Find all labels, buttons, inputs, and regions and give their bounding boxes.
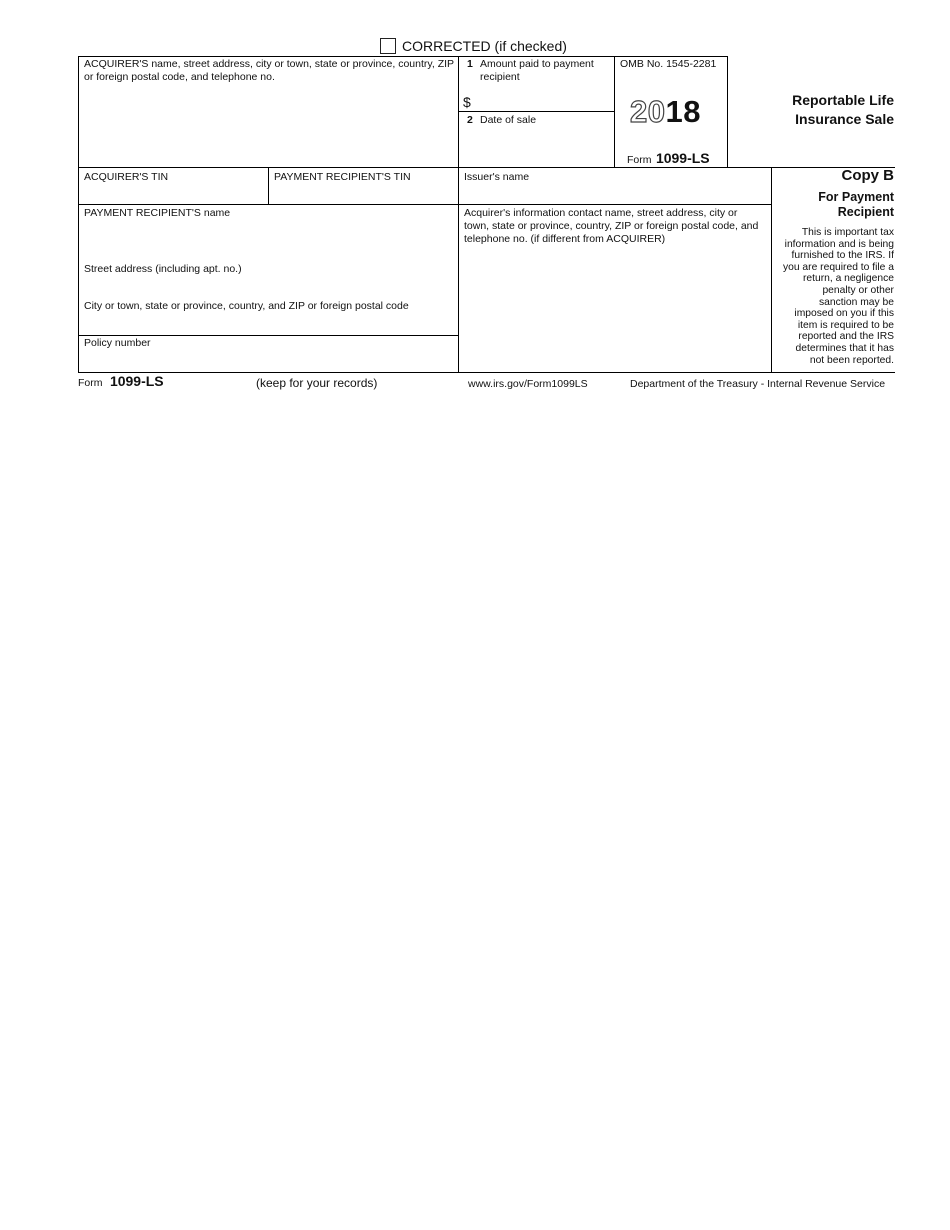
dollar-sign: $ <box>463 94 471 110</box>
recipient-tin-field[interactable] <box>272 185 454 202</box>
grid-line <box>614 56 615 167</box>
notice-line: reported and the IRS <box>798 331 894 343</box>
grid-line <box>78 56 79 372</box>
street-address-label: Street address (including apt. no.) <box>84 263 242 275</box>
notice-line: item is required to be <box>797 319 894 331</box>
irs-url: www.irs.gov/Form1099LS <box>468 378 588 390</box>
corrected-label: CORRECTED (if checked) <box>402 38 567 54</box>
date-of-sale-field[interactable] <box>462 132 610 162</box>
amount-paid-field[interactable] <box>474 92 610 110</box>
policy-number-field[interactable] <box>82 351 454 369</box>
policy-number-label: Policy number <box>84 337 151 349</box>
city-field[interactable] <box>82 315 454 333</box>
notice-line: information and is being <box>784 238 894 250</box>
footer-form-id <box>78 373 164 391</box>
tax-year-bold: 18 <box>665 94 701 129</box>
footer-form-code: 1099-LS <box>109 373 164 389</box>
grid-line <box>78 335 458 336</box>
grid-line <box>727 56 728 167</box>
notice-line: furnished to the IRS. If <box>791 250 894 262</box>
department-note: Department of the Treasury - Internal Revenue Service <box>630 378 886 390</box>
keep-records-note: (keep for your records) <box>256 376 378 390</box>
form-title-line1: Reportable Life <box>792 92 894 108</box>
box1-number: 1 <box>467 58 473 70</box>
notice-line: you are required to file a <box>782 261 894 273</box>
box2-label: Date of sale <box>480 114 537 126</box>
copy-b-subtitle-line1: For Payment <box>818 190 894 204</box>
box1-label: Amount paid to payment recipient <box>480 58 594 83</box>
notice-line: determines that it has <box>795 342 894 354</box>
acquirer-tin-field[interactable] <box>82 185 264 202</box>
omb-form-code: 1099-LS <box>655 150 710 166</box>
form-title <box>740 91 894 129</box>
notice-line: return, a negligence <box>802 273 894 285</box>
grid-line <box>268 167 269 204</box>
issuer-name-field[interactable] <box>462 185 767 202</box>
corrected-checkbox[interactable] <box>380 38 396 54</box>
contact-info-field[interactable] <box>462 250 767 368</box>
copy-b-title: Copy B <box>841 167 894 184</box>
recipient-name-field[interactable] <box>82 222 454 262</box>
omb-form-id <box>627 150 710 168</box>
footer-form-word: Form <box>78 377 103 389</box>
grid-line <box>78 167 895 168</box>
notice-line: imposed on you if this <box>794 308 894 320</box>
grid-line <box>78 56 727 57</box>
street-address-field[interactable] <box>82 278 454 298</box>
tax-year-outline: 20 <box>630 94 666 129</box>
acquirer-label: ACQUIRER'S name, street address, city or town, state or province, country, ZIP or foreign postal code, and telephone no. <box>84 58 454 83</box>
tax-year <box>630 94 701 130</box>
acquirer-field[interactable] <box>82 86 454 164</box>
issuer-name-label: Issuer's name <box>464 171 530 183</box>
grid-line <box>458 111 614 112</box>
notice-line: not been reported. <box>809 354 894 366</box>
omb-form-word: Form <box>627 154 652 166</box>
contact-info-label: Acquirer's information contact name, street address, city or town, state or province, country, ZIP or foreign postal code, and telephone no. (if different from ACQUIRER) <box>464 207 759 245</box>
recipient-tin-label: PAYMENT RECIPIENT'S TIN <box>274 171 411 183</box>
form-title-line2: Insurance Sale <box>795 111 894 127</box>
acquirer-tin-label: ACQUIRER'S TIN <box>84 171 169 183</box>
omb-number: OMB No. 1545-2281 <box>620 58 717 70</box>
notice-line: penalty or other <box>822 284 894 296</box>
grid-line <box>78 204 772 205</box>
grid-line <box>78 372 895 373</box>
copy-b-notice <box>772 227 894 366</box>
notice-line: This is important tax <box>801 227 894 238</box>
grid-line <box>458 56 459 372</box>
city-label: City or town, state or province, country, and ZIP or foreign postal code <box>84 300 409 312</box>
recipient-name-label: PAYMENT RECIPIENT'S name <box>84 207 231 219</box>
notice-line: sanction may be <box>819 296 894 308</box>
copy-b-subtitle <box>775 190 894 220</box>
box2-number: 2 <box>467 114 473 126</box>
copy-b-subtitle-line2: Recipient <box>837 205 894 219</box>
